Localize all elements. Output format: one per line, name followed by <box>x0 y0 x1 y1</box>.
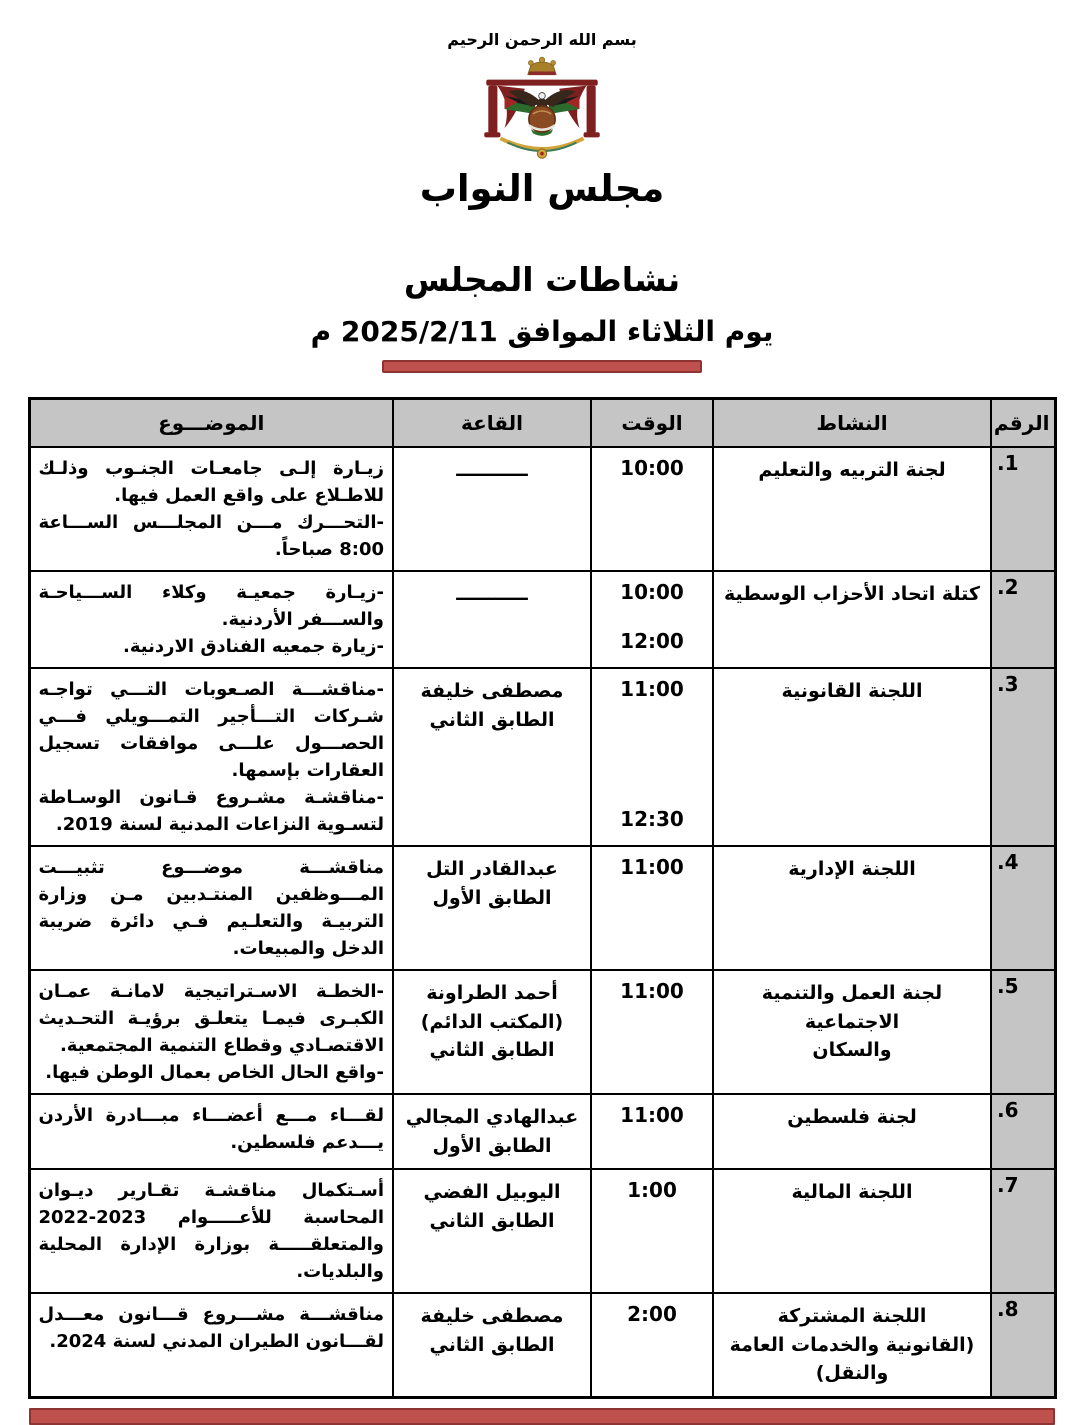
activities-table <box>28 397 1057 1399</box>
activity-hall: ـــــــــــ <box>393 571 591 668</box>
activity-name: لجنة العمل والتنمية الاجتماعية والسكان <box>713 970 991 1094</box>
activity-name: اللجنة المالية <box>713 1169 991 1293</box>
column-header-activity: النشاط <box>713 399 991 448</box>
table-row <box>29 1094 1055 1169</box>
activity-subject: -زيـارة جمعيـة وكلاء الســـياحـة والســـفر الأردنية. -زيارة جمعيه الفنادق الاردنية. <box>29 571 393 668</box>
activity-subject: أسـتكمال مناقشـة تقـارير ديـوان المحاسبة للأعـــــوام 2023-2022 والمتعلقـــــة بوزارة الإدارة المحلية والبلديات. <box>29 1169 393 1293</box>
table-row <box>29 970 1055 1094</box>
activity-times: 1:00 <box>591 1169 713 1293</box>
activity-name: اللجنة الإدارية <box>713 846 991 970</box>
activity-hall: ـــــــــــ <box>393 447 591 571</box>
coat-of-arms-svg <box>466 55 618 165</box>
table-row <box>29 1293 1055 1397</box>
activity-name: اللجنة المشتركة (القانونية والخدمات العامة والنقل) <box>713 1293 991 1397</box>
activity-hall: عبدالهادي المجالي الطابق الأول <box>393 1094 591 1169</box>
activity-subject: زيـارة إلـى جامعـات الجنـوب وذلـك للاطـلاع على واقع العمل فيها. -التحـــرك مـــن المجلـــس الســـاعة 8:00 صباحاً. <box>29 447 393 571</box>
activity-times: 11:00 <box>591 846 713 970</box>
activity-hall: عبدالقادر التل الطابق الأول <box>393 846 591 970</box>
column-header-hall: القاعة <box>393 399 591 448</box>
column-header-subject: الموضـــوع <box>29 399 393 448</box>
activity-times: 11:00 <box>591 1094 713 1169</box>
activity-subject: لقـــاء مـــع أعضـــاء مبـــادرة الأردن يـــدعم فلسطين. <box>29 1094 393 1169</box>
table-row <box>29 447 1055 571</box>
row-number: 4. <box>991 846 1055 970</box>
activity-name: كتلة اتحاد الأحزاب الوسطية <box>713 571 991 668</box>
bismillah-text: بسم الله الرحمن الرحيم <box>447 30 637 49</box>
row-number: 1. <box>991 447 1055 571</box>
crown-icon <box>528 57 556 75</box>
row-number: 6. <box>991 1094 1055 1169</box>
row-number: 3. <box>991 668 1055 846</box>
activity-subject: -الخطـة الاسـتراتيجية لامانـة عمـان الكبـرى فيمـا يتعلـق برؤيـة التحـديث الاقتصـادي وقطاع التنمية المجتمعية. -واقع الحال الخاص بعمال الوطن فيها. <box>29 970 393 1094</box>
activity-subject: مناقشـــة موضـــوع تثبيـــت المـــوظفين المنتـدبين مـن وزارة التربيـة والتعلـيم فـي دائرة ضريبة الدخل والمبيعات. <box>29 846 393 970</box>
title-underline-bar <box>382 360 702 373</box>
activity-times: 2:00 <box>591 1293 713 1397</box>
row-number: 5. <box>991 970 1055 1094</box>
activity-subject: -مناقشـــة الصـعوبات التـــي تواجـه شـركات التـــأجير التمـــويلي فـــي الحصـــول علـــى موافقات تسجيل العقارات بإسمها. -مناقشـة مشـروع قـانون الوسـاطة لتسـوية النزاعات المدنية لسنة 2019. <box>29 668 393 846</box>
activity-name: اللجنة القانونية <box>713 668 991 846</box>
activity-hall: اليوبيل الفضي الطابق الثاني <box>393 1169 591 1293</box>
row-number: 2. <box>991 571 1055 668</box>
jordan-coat-of-arms-icon <box>0 55 1084 165</box>
table-row <box>29 668 1055 846</box>
activity-subject: مناقشـــة مشـــروع قـــانون معـــدل لقـــانون الطيران المدني لسنة 2024. <box>29 1293 393 1397</box>
star-medal-icon <box>537 149 546 158</box>
activity-times: 10:00 <box>591 447 713 571</box>
activity-hall: مصطفى خليفة الطابق الثاني <box>393 1293 591 1397</box>
table-header-row <box>29 399 1055 448</box>
page-title: نشاطات المجلس <box>403 260 681 299</box>
table-row <box>29 1169 1055 1293</box>
activity-hall: أحمد الطراونة (المكتب الدائم) الطابق الثاني <box>393 970 591 1094</box>
table-row <box>29 571 1055 668</box>
activity-times: 10:00 12:00 <box>591 571 713 668</box>
activity-times: 11:00 <box>591 970 713 1094</box>
activity-hall: مصطفى خليفة الطابق الثاني <box>393 668 591 846</box>
date-line: يوم الثلاثاء الموافق 2025/2/11 م <box>310 315 774 348</box>
table-row <box>29 846 1055 970</box>
activity-name: لجنة التربيه والتعليم <box>713 447 991 571</box>
activity-name: لجنة فلسطين <box>713 1094 991 1169</box>
column-header-number: الرقم <box>991 399 1055 448</box>
globe-icon <box>529 106 555 136</box>
activity-times: 11:00 12:30 <box>591 668 713 846</box>
eagle-head-icon <box>539 93 545 99</box>
row-number: 8. <box>991 1293 1055 1397</box>
row-number: 7. <box>991 1169 1055 1293</box>
assembly-name-calligraphy: مجلس النواب <box>419 167 665 210</box>
footer-red-bar <box>29 1408 1055 1425</box>
column-header-time: الوقت <box>591 399 713 448</box>
